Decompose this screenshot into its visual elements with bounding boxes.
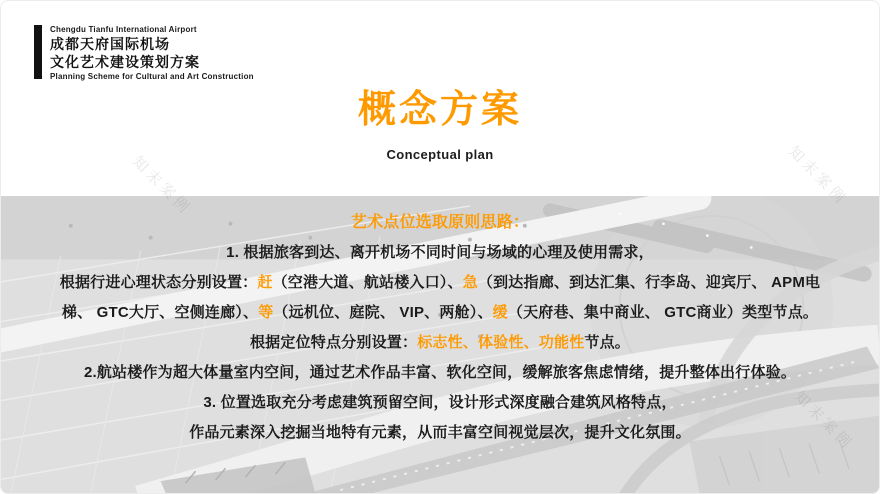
body-line xyxy=(1,298,879,328)
body-line xyxy=(1,328,879,358)
airport-logo xyxy=(34,25,254,81)
body-heading: 艺术点位选取原则思路： xyxy=(350,214,530,231)
logo-text xyxy=(50,25,254,81)
body-text-segment: （天府巷、集中商业、 GTC商业）类型节点。 xyxy=(507,304,819,321)
body-text-segment: 梯、 GTC大厅、空侧连廊）、 xyxy=(61,304,259,321)
body-line xyxy=(1,358,879,388)
logo-en-bottom: Planning Scheme for Cultural and Art Construction xyxy=(50,72,254,81)
logo-cn-line2: 文化艺术建设策划方案 xyxy=(50,54,200,70)
body-text-segment: 1. 根据旅客到达、离开机场不同时间与场域的心理及使用需求， xyxy=(226,244,654,261)
body-text-segment: （空港大道、航站楼入口）、 xyxy=(272,274,463,291)
highlighted-text: 急 xyxy=(462,274,478,291)
body-text-segment: （远机位、庭院、 VIP、两舱）、 xyxy=(273,304,493,321)
highlighted-text: 赶 xyxy=(257,274,273,291)
body-text-segment: 2.航站楼作为超大体量室内空间，通过艺术作品丰富、软化空间，缓解旅客焦虑情绪，提升整体出行体验。 xyxy=(83,364,797,381)
page-title: 概念方案 xyxy=(357,89,522,131)
watermark: 知末案例 xyxy=(784,143,851,209)
body-text-segment: （到达指廊、到达汇集、行李岛、迎宾厅、 APM电 xyxy=(477,274,821,291)
highlighted-text: 等 xyxy=(258,304,274,321)
body-line xyxy=(1,268,879,298)
title-block xyxy=(1,89,879,162)
body-text-segment: 根据定位特点分别设置： xyxy=(249,334,418,351)
body-text xyxy=(1,208,879,448)
highlighted-text: 缓 xyxy=(492,304,508,321)
body-line xyxy=(1,418,879,448)
page-subtitle: Conceptual plan xyxy=(386,147,494,162)
body-line xyxy=(1,238,879,268)
body-text-segment: 3. 位置选取充分考虑建筑预留空间，设计形式深度融合建筑风格特点， xyxy=(203,394,677,411)
logo-en-top: Chengdu Tianfu International Airport xyxy=(50,25,197,34)
body-line xyxy=(1,388,879,418)
highlighted-text: 标志性、体验性、功能性 xyxy=(417,334,585,351)
body-text-segment: 节点。 xyxy=(584,334,630,351)
body-text-segment: 根据行进心理状态分别设置： xyxy=(59,274,258,291)
watermark: 知末案例 xyxy=(128,153,195,219)
body-text-segment: 作品元素深入挖掘当地特有元素，从而丰富空间视觉层次，提升文化氛围。 xyxy=(189,424,691,441)
body-lines xyxy=(1,238,879,448)
logo-cn-line1: 成都天府国际机场 xyxy=(50,36,170,52)
logo-bar xyxy=(34,25,42,79)
